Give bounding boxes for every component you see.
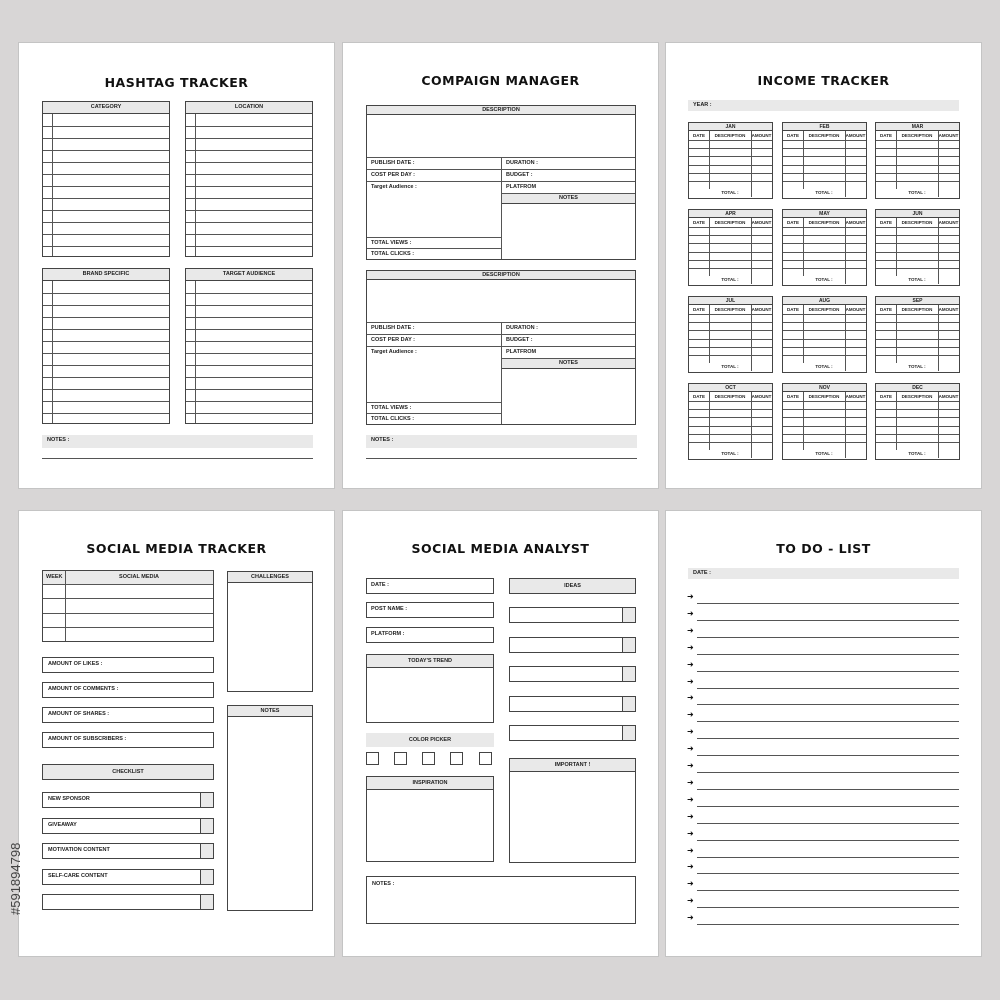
color-swatch[interactable]: [479, 752, 492, 765]
section-header: CATEGORY: [90, 104, 122, 110]
arrow-icon: ➜: [687, 811, 694, 821]
month-table[interactable]: [688, 122, 773, 199]
amount-col-header: AMOUNT: [845, 133, 866, 138]
arrow-icon: ➜: [687, 642, 694, 652]
month-table[interactable]: [875, 383, 960, 460]
color-swatch[interactable]: [394, 752, 407, 765]
week-header: WEEK: [46, 574, 63, 580]
total-label: TOTAL :: [721, 451, 739, 456]
total-label: TOTAL :: [815, 277, 833, 282]
hashtag-list-box[interactable]: [185, 268, 313, 424]
arrow-icon: ➜: [687, 913, 694, 923]
checklist-item-label: MOTIVATION CONTENT: [48, 847, 110, 853]
idea-item[interactable]: [509, 666, 636, 682]
description-col-header: DESCRIPTION: [901, 220, 933, 225]
challenges-box[interactable]: [227, 571, 313, 692]
description-col-header: DESCRIPTION: [808, 307, 840, 312]
social-media-header: SOCIAL MEDIA: [119, 574, 159, 580]
date-label: DATE :: [371, 582, 389, 588]
total-label: TOTAL :: [908, 451, 926, 456]
todo-line[interactable]: [697, 671, 959, 672]
hashtag-list-box[interactable]: [42, 101, 170, 257]
idea-checkbox[interactable]: [622, 638, 635, 652]
date-col-header: DATE: [880, 220, 892, 225]
hashtag-tracker-page: [18, 42, 335, 489]
month-table[interactable]: [688, 383, 773, 460]
idea-checkbox[interactable]: [622, 726, 635, 740]
description-col-header: DESCRIPTION: [808, 394, 840, 399]
date-col-header: DATE: [880, 394, 892, 399]
date-col-header: DATE: [880, 133, 892, 138]
amount-col-header: AMOUNT: [845, 220, 866, 225]
color-swatch[interactable]: [366, 752, 379, 765]
todo-line[interactable]: [697, 772, 959, 773]
checklist-item[interactable]: [42, 869, 214, 885]
campaign-block[interactable]: [366, 270, 636, 425]
year-label: YEAR :: [693, 102, 712, 108]
date-col-header: DATE: [693, 133, 705, 138]
platform-label: PLATFROM: [506, 184, 537, 190]
amount-col-header: AMOUNT: [938, 394, 959, 399]
todo-line[interactable]: [697, 637, 959, 638]
notes-header: NOTES: [559, 195, 578, 201]
todo-line[interactable]: [697, 806, 959, 807]
description-col-header: DESCRIPTION: [714, 133, 746, 138]
todo-line[interactable]: [697, 738, 959, 739]
total-label: TOTAL :: [815, 190, 833, 195]
color-picker-label: COLOR PICKER: [408, 737, 452, 743]
comments-label: AMOUNT OF COMMENTS :: [48, 686, 119, 692]
total-views-label: TOTAL VIEWS :: [371, 240, 412, 246]
cost-per-day-label: COST PER DAY :: [371, 337, 416, 343]
total-label: TOTAL :: [721, 277, 739, 282]
todo-line[interactable]: [697, 789, 959, 790]
total-views-label: TOTAL VIEWS :: [371, 405, 412, 411]
todo-line[interactable]: [697, 840, 959, 841]
amount-col-header: AMOUNT: [751, 220, 772, 225]
page-title: INCOME TRACKER: [757, 73, 890, 88]
arrow-icon: ➜: [687, 608, 694, 618]
stock-id: #591894798: [8, 842, 23, 915]
notes-header: NOTES: [227, 705, 313, 717]
month-name: APR: [725, 211, 736, 217]
todo-line[interactable]: [697, 755, 959, 756]
month-name: JAN: [725, 124, 736, 130]
publish-date-label: PUBLISH DATE :: [371, 325, 415, 331]
arrow-icon: ➜: [687, 845, 694, 855]
hashtag-list-box[interactable]: [185, 101, 313, 257]
checklist-item[interactable]: [42, 818, 214, 834]
notes-box[interactable]: [227, 705, 313, 911]
campaign-block[interactable]: [366, 105, 636, 260]
todo-line[interactable]: [697, 654, 959, 655]
date-field[interactable]: [688, 568, 959, 579]
campaign-manager-page: [342, 42, 659, 489]
month-name: MAY: [819, 211, 830, 217]
date-col-header: DATE: [787, 307, 799, 312]
amount-col-header: AMOUNT: [845, 307, 866, 312]
amount-col-header: AMOUNT: [751, 133, 772, 138]
month-name: NOV: [819, 385, 830, 391]
color-swatch[interactable]: [422, 752, 435, 765]
total-clicks-label: TOTAL CLICKS :: [371, 251, 415, 257]
page-title: SOCIAL MEDIA TRACKER: [86, 541, 267, 556]
date-col-header: DATE: [787, 133, 799, 138]
section-header: LOCATION: [234, 104, 264, 110]
notes-field[interactable]: [366, 435, 637, 448]
total-clicks-label: TOTAL CLICKS :: [371, 416, 415, 422]
platform-label: PLATFROM: [506, 349, 537, 355]
important-box[interactable]: [509, 758, 636, 863]
idea-item[interactable]: [509, 637, 636, 653]
arrow-icon: ➜: [687, 896, 694, 906]
inspiration-header: INSPIRATION: [366, 776, 494, 790]
todo-line[interactable]: [697, 873, 959, 874]
amount-col-header: AMOUNT: [938, 307, 959, 312]
important-header: IMPORTANT !: [509, 758, 636, 772]
ideas-header: IDEAS: [509, 578, 636, 594]
date-col-header: DATE: [693, 394, 705, 399]
todo-line[interactable]: [697, 620, 959, 621]
description-col-header: DESCRIPTION: [901, 307, 933, 312]
total-label: TOTAL :: [908, 277, 926, 282]
checklist-checkbox[interactable]: [200, 793, 213, 807]
year-field[interactable]: [688, 100, 959, 111]
total-label: TOTAL :: [721, 190, 739, 195]
post-name-label: POST NAME :: [371, 606, 408, 612]
social-media-tracker-page: [18, 510, 335, 957]
checklist-checkbox[interactable]: [200, 870, 213, 884]
checklist-checkbox[interactable]: [200, 844, 213, 858]
arrow-icon: ➜: [687, 676, 694, 686]
arrow-icon: ➜: [687, 727, 694, 737]
checklist-item[interactable]: [42, 792, 214, 808]
month-table[interactable]: [782, 122, 867, 199]
idea-checkbox[interactable]: [622, 697, 635, 711]
arrow-icon: ➜: [687, 862, 694, 872]
arrow-icon: ➜: [687, 625, 694, 635]
todays-trend-header: TODAY'S TREND: [366, 654, 494, 668]
section-header: BRAND SPECIFIC: [82, 271, 130, 277]
todo-list-page: [665, 510, 982, 957]
page-title: TO DO - LIST: [776, 541, 871, 556]
budget-label: BUDGET :: [506, 337, 533, 343]
month-name: AUG: [818, 298, 831, 304]
idea-checkbox[interactable]: [622, 608, 635, 622]
arrow-icon: ➜: [687, 710, 694, 720]
date-col-header: DATE: [693, 307, 705, 312]
month-table[interactable]: [782, 383, 867, 460]
duration-label: DURATION :: [506, 160, 538, 166]
month-name: MAR: [911, 124, 924, 130]
checklist-item-label: GIVEAWAY: [48, 821, 77, 828]
month-table[interactable]: [688, 209, 773, 286]
checklist-header: CHECKLIST: [42, 764, 214, 780]
notes-field[interactable]: [42, 435, 313, 448]
total-label: TOTAL :: [908, 364, 926, 369]
hashtag-list-box[interactable]: [42, 268, 170, 424]
platform-label: PLATFORM :: [371, 631, 405, 637]
arrow-icon: ➜: [687, 777, 694, 787]
checklist-checkbox[interactable]: [200, 819, 213, 833]
description-header: DESCRIPTION: [482, 272, 520, 278]
date-col-header: DATE: [787, 394, 799, 399]
notes-label: NOTES :: [372, 881, 395, 887]
month-table[interactable]: [688, 296, 773, 373]
arrow-icon: ➜: [687, 659, 694, 669]
idea-item[interactable]: [509, 725, 636, 741]
month-name: JUL: [725, 298, 736, 304]
month-name: JUN: [912, 211, 923, 217]
description-col-header: DESCRIPTION: [714, 307, 746, 312]
todo-line[interactable]: [697, 823, 959, 824]
arrow-icon: ➜: [687, 693, 694, 703]
amount-col-header: AMOUNT: [938, 220, 959, 225]
total-label: TOTAL :: [815, 364, 833, 369]
likes-label: AMOUNT OF LIKES :: [48, 661, 103, 667]
total-label: TOTAL :: [908, 190, 926, 195]
publish-date-label: PUBLISH DATE :: [371, 160, 415, 166]
arrow-icon: ➜: [687, 828, 694, 838]
target-audience-label: Target Audience :: [371, 184, 417, 190]
description-col-header: DESCRIPTION: [901, 133, 933, 138]
shares-label: AMOUNT OF SHARES :: [48, 711, 110, 717]
todo-line[interactable]: [697, 890, 959, 891]
month-table[interactable]: [875, 209, 960, 286]
color-swatch[interactable]: [450, 752, 463, 765]
income-tracker-page: [665, 42, 982, 489]
page-title: COMPAIGN MANAGER: [421, 73, 580, 88]
date-label: DATE :: [693, 570, 711, 576]
notes-box[interactable]: [366, 876, 636, 924]
month-name: OCT: [725, 385, 736, 391]
month-name: SEP: [912, 298, 923, 304]
month-name: FEB: [819, 124, 830, 130]
challenges-header: CHALLENGES: [227, 571, 313, 583]
amount-col-header: AMOUNT: [751, 394, 772, 399]
duration-label: DURATION :: [506, 325, 538, 331]
page-title: SOCIAL MEDIA ANALYST: [411, 541, 590, 556]
page-title: HASHTAG TRACKER: [104, 75, 249, 90]
checklist-item-label: NEW SPONSOR: [48, 796, 90, 802]
section-header: TARGET AUDIENCE: [222, 271, 276, 277]
date-col-header: DATE: [787, 220, 799, 225]
arrow-icon: ➜: [687, 761, 694, 770]
date-col-header: DATE: [880, 307, 892, 312]
description-col-header: DESCRIPTION: [808, 220, 840, 225]
week-grid[interactable]: [42, 570, 214, 642]
amount-col-header: AMOUNT: [938, 133, 959, 138]
todo-line[interactable]: [697, 603, 959, 604]
month-table[interactable]: [782, 209, 867, 286]
arrow-icon: ➜: [687, 592, 694, 601]
month-table[interactable]: [875, 122, 960, 199]
idea-item[interactable]: [509, 607, 636, 623]
checklist-item-label: SELF-CARE CONTENT: [48, 872, 108, 879]
arrow-icon: ➜: [687, 794, 694, 804]
cost-per-day-label: COST PER DAY :: [371, 172, 416, 178]
notes-header: NOTES: [559, 360, 578, 366]
month-name: DEC: [912, 385, 923, 391]
month-table[interactable]: [782, 296, 867, 373]
description-col-header: DESCRIPTION: [714, 220, 746, 225]
social-media-analyst-page: [342, 510, 659, 957]
date-col-header: DATE: [693, 220, 705, 225]
description-col-header: DESCRIPTION: [901, 394, 933, 399]
description-col-header: DESCRIPTION: [714, 394, 746, 399]
notes-label: NOTES :: [47, 437, 70, 443]
todo-line[interactable]: [697, 704, 959, 705]
arrow-icon: ➜: [687, 744, 694, 754]
description-col-header: DESCRIPTION: [808, 133, 840, 138]
idea-item[interactable]: [509, 696, 636, 712]
todo-line[interactable]: [697, 924, 959, 925]
idea-checkbox[interactable]: [622, 667, 635, 681]
subscribers-label: AMOUNT OF SUBSCRIBERS :: [48, 736, 127, 742]
target-audience-label: Target Audience :: [371, 349, 417, 355]
amount-col-header: AMOUNT: [751, 307, 772, 312]
description-header: DESCRIPTION: [482, 107, 520, 113]
todo-line[interactable]: [697, 857, 959, 858]
checklist-item[interactable]: [42, 843, 214, 859]
checklist-checkbox[interactable]: [200, 895, 213, 909]
todo-line[interactable]: [697, 907, 959, 908]
budget-label: BUDGET :: [506, 172, 533, 178]
checklist-item[interactable]: [42, 894, 214, 910]
month-table[interactable]: [875, 296, 960, 373]
total-label: TOTAL :: [815, 451, 833, 456]
total-label: TOTAL :: [721, 364, 739, 369]
arrow-icon: ➜: [687, 879, 694, 889]
notes-label: NOTES :: [371, 437, 394, 443]
amount-col-header: AMOUNT: [845, 394, 866, 399]
todo-line[interactable]: [697, 721, 959, 722]
todo-line[interactable]: [697, 688, 959, 689]
